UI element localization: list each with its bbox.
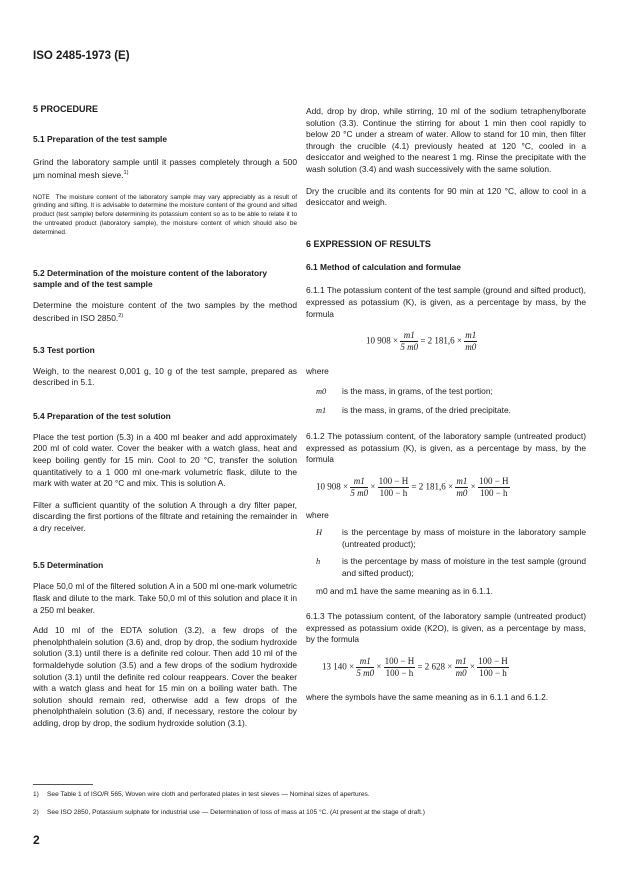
where-h: h is the percentage by mass of moisture in the test sample (ground and sifted product); — [316, 556, 586, 579]
section-5-3-title: 5.3 Test portion — [33, 344, 95, 355]
procedure-continued-para-1: Add, drop by drop, while stirring, 10 ml of the sodium tetraphenylborate solution (3.3). Continue the stirring for about 1 min then cool rapidly to below 20 °C under a stream of water. Allow to stand for 10 min, then filter through the crucible (4.1) previously heated at 120 °C, cooled in a desiccator and weighed to the nearest 1 mg. Rinse the precipitate with the wash solution (3.4) and wash successively with the same solution. — [306, 106, 586, 174]
where-label-2: where — [306, 509, 329, 520]
final-where-text: where the symbols have the same meaning as in 6.1.1 and 6.1.2. — [306, 692, 549, 703]
document-header: ISO 2485-1973 (E) — [33, 50, 130, 62]
section-6-1-1-text: 6.1.1 The potassium content of the test sample (ground and sifted product), expressed as potassium (K), is given, as a percentage by mass, by the formula — [306, 285, 586, 319]
section-5-1-text: Grind the laboratory sample until it passes completely through a 500 µm nominal mesh sieve.$^{1)}$ — [33, 156, 297, 180]
formula-3: 13 140 × $\frac{m1}{5 m0}$ × $\frac{100 - H}{100 - h}$ = 2 628 × $\frac{m1}{m0}$ × $\frac{100 - H}{100 - h}$ — [322, 656, 508, 679]
section-5-title: 5 PROCEDURE — [33, 104, 99, 114]
where-H: H is the percentage by mass of moisture in the laboratory sample (untreated product); — [316, 527, 586, 549]
where-label-1: where — [306, 366, 329, 377]
section-5-5-title: 5.5 Determination — [33, 560, 104, 571]
section-6-1-3-text: 6.1.3 The potassium content, of the laboratory sample (untreated product) expressed as potassium oxide (K2O), is given, as a percentage by mass, by the formula — [306, 611, 586, 645]
page-number: 2 — [33, 833, 40, 847]
section-6-1-2-text: 6.1.2 The potassium content, of the laboratory sample (untreated product) expressed as potassium (K), is given, as a percentage by mass, by the formula — [306, 430, 586, 465]
footnotes — [33, 790, 588, 826]
section-5-2-text: Determine the moisture content of the two samples by the method described in ISO 2850.$^{2)}$ — [33, 299, 297, 323]
procedure-continued-para-2: Dry the crucible and its contents for 90 min at 120 °C, allow to cool in a desiccator and weigh. — [306, 185, 586, 208]
note: NOTE The moisture content of the laboratory sample may vary appreciably as a result of grinding and sifting. It is advisable to determine the moisture content of the ground and sifted product (test sample) before determining its potassium content so as to be able to relate it to the untreated product (laboratory sample), the moisture content of which should also be determined. — [33, 193, 297, 236]
section-5-5-para-1: Place 50,0 ml of the filtered solution A in a 500 ml one-mark volumetric flask and dilute to the mark. Take 50,0 ml of this solution and place it in a 250 ml beaker. — [33, 581, 297, 615]
footnote-divider — [33, 784, 93, 785]
where-m-note: m0 and m1 have the same meaning as in 6.1.1. — [316, 585, 493, 596]
section-5-1-title: 5.1 Preparation of the test sample — [33, 133, 168, 144]
formula-1: 10 908 × $\frac{m1}{5 m0}$ = 2 181,6 × $\frac{m1}{m0}$ — [366, 330, 477, 353]
section-6-1-title: 6.1 Method of calculation and formulae — [306, 262, 461, 273]
section-5-4-title: 5.4 Preparation of the test solution — [33, 410, 171, 421]
right-column — [306, 106, 586, 704]
formula-2: 10 908 × $\frac{m1}{5 m0}$ × $\frac{100 - H}{100 - h}$ = 2 181,6 × $\frac{m1}{m0}$ × $\frac{100 - H}{100 - h}$ — [316, 475, 509, 498]
left-column — [33, 104, 297, 730]
section-5-2-title: 5.2 Determination of the moisture content of the laboratory sample and of the test sample — [33, 267, 268, 289]
footnote-2: 2) See ISO 2850, Potassium sulphate for industrial use — Determination of loss of mass at 105 °C. (At present at the stage of draft.) — [33, 809, 425, 816]
section-5-4-para-2: Filter a sufficient quantity of the solution A through a dry filter paper, discarding the first portions of the filtrate and retaining the remainder in a dry receiver. — [33, 499, 297, 533]
footnote-1: 1) See Table 1 of ISO/R 565, Woven wire cloth and perforated plates in test sieves — Nominal sizes of apertures. — [33, 791, 370, 798]
section-6-title: 6 EXPRESSION OF RESULTS — [306, 238, 431, 249]
section-5-4-para-1: Place the test portion (5.3) in a 400 ml beaker and add approximately 200 ml of cold water. Cover the beaker with a watch glass, heat and keep boiling gently for 15 min. Cool to 20 °C, transfer the solution quantitatively to a 1 000 ml one-mark volumetric flask, dilute to the mark with water at 20 °C and mix. This is solution A. — [33, 431, 297, 489]
section-5-5-para-2: Add 10 ml of the EDTA solution (3.2), a few drops of the phenolphthalein solution (3.6) and, drop by drop, the sodium hydroxide solution (3.1) until there is a definite red colour. Then add 10 ml of the formaldehyde solution (3.5) and a few drops of the sodium hydroxide solution (3.1) until the definite red colour reappears. Cover the beaker with a watch glass and heat for 15 min on a boiling water bath. The solution should remain red, otherwise add a few drops of the phenolphthalein solution (3.6) and, if necessary, restore the colour by adding, drop by drop, the sodium hydroxide solution (3.1). — [33, 625, 297, 729]
where-m1: m1 is the mass, in grams, of the dried precipitate. — [316, 405, 511, 416]
where-m0: m0 is the mass, in grams, of the test portion; — [316, 385, 493, 396]
section-5-3-text: Weigh, to the nearest 0,001 g, 10 g of the test sample, prepared as described in 5.1. — [33, 365, 297, 388]
